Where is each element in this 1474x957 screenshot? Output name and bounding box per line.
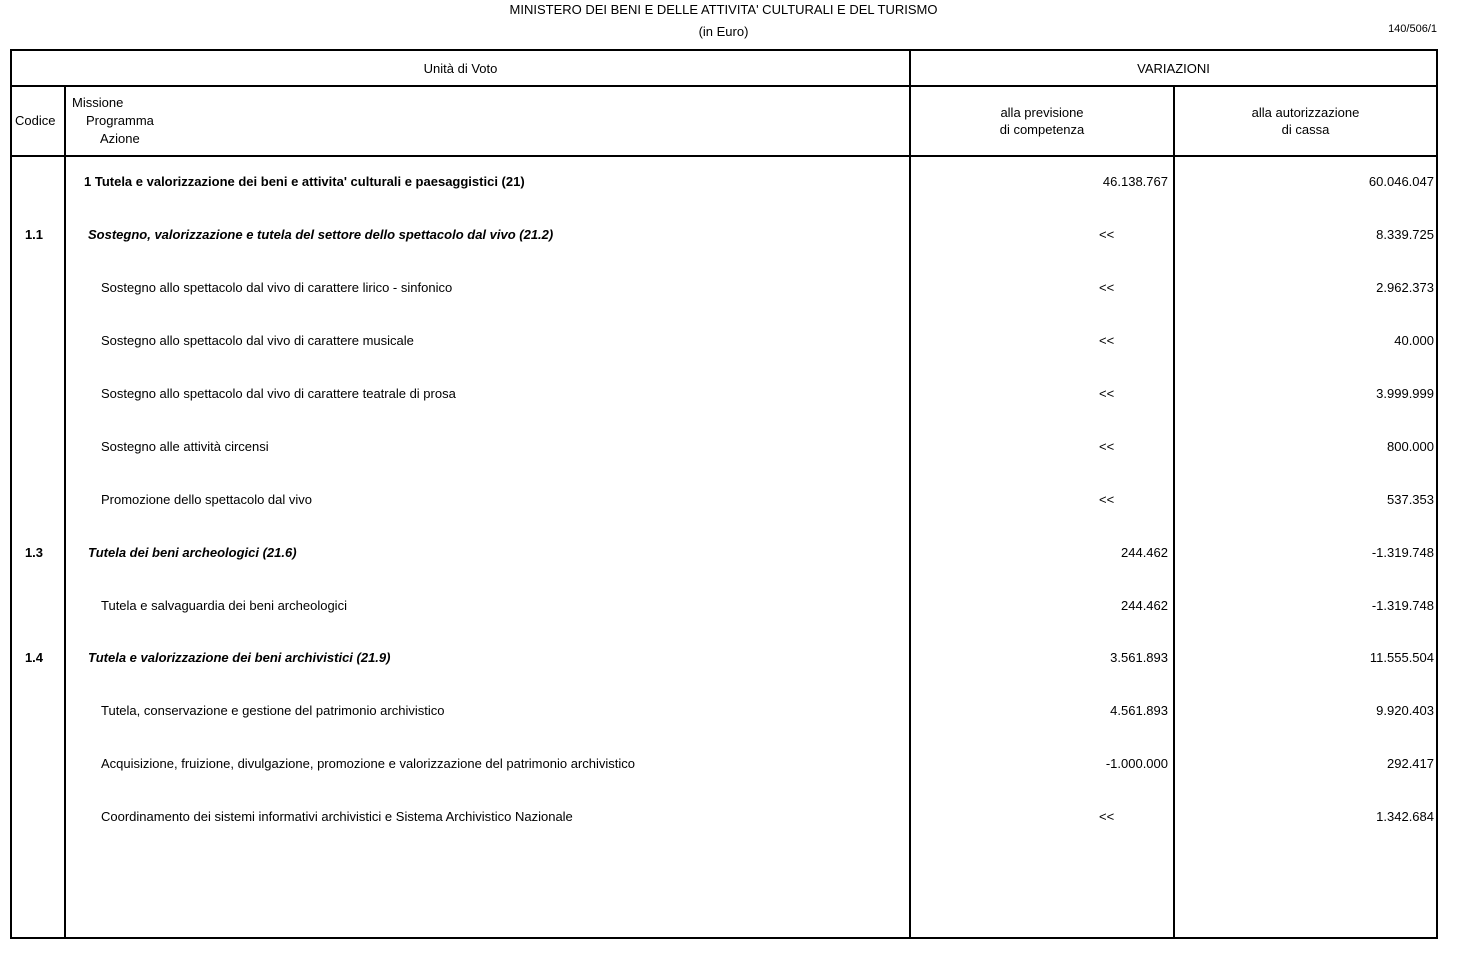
row-competenza: 3.561.893 — [1110, 650, 1168, 665]
table-row — [12, 809, 1440, 829]
previsione-header-line1: alla previsione — [1000, 105, 1084, 120]
row-competenza: << — [1099, 809, 1115, 824]
table-row — [12, 174, 1440, 194]
row-description: Sostegno allo spettacolo dal vivo di carattere teatrale di prosa — [101, 386, 456, 401]
row-competenza: 46.138.767 — [1102, 174, 1168, 189]
row-description: Tutela, conservazione e gestione del patrimonio archivistico — [101, 703, 445, 718]
table-row — [12, 386, 1440, 406]
row-competenza: << — [1099, 492, 1115, 507]
row-cassa: 9.920.403 — [1376, 703, 1434, 718]
table-row — [12, 598, 1440, 618]
header-divider-bottom — [12, 155, 1436, 157]
row-cassa: 3.999.999 — [1376, 386, 1434, 401]
row-cassa: 40.000 — [1394, 333, 1434, 348]
row-description: Sostegno alle attività circensi — [101, 439, 269, 454]
row-description: Tutela dei beni archeologici (21.6) — [88, 545, 297, 560]
table-row — [12, 703, 1440, 723]
row-cassa: 800.000 — [1387, 439, 1434, 454]
table-row — [12, 492, 1440, 512]
table-row — [12, 227, 1440, 247]
table-row — [12, 545, 1440, 565]
row-description: Acquisizione, fruizione, divulgazione, promozione e valorizzazione del patrimonio archivistico — [101, 756, 635, 771]
row-competenza: 244.462 — [1121, 545, 1168, 560]
row-description: Tutela e salvaguardia dei beni archeologici — [101, 598, 347, 613]
row-description: Sostegno allo spettacolo dal vivo di carattere musicale — [101, 333, 414, 348]
row-description: Sostegno allo spettacolo dal vivo di carattere lirico - sinfonico — [101, 280, 453, 295]
variazioni-header: VARIAZIONI — [1137, 61, 1210, 76]
row-competenza: << — [1099, 333, 1115, 348]
row-description: Sostegno, valorizzazione e tutela del settore dello spettacolo dal vivo (21.2) — [88, 227, 554, 242]
row-cassa: -1.319.748 — [1371, 598, 1434, 613]
table-row — [12, 280, 1440, 300]
cassa-header-line2: di cassa — [1281, 122, 1330, 137]
unita-di-voto-header: Unità di Voto — [423, 61, 498, 76]
currency-note: (in Euro) — [698, 24, 749, 39]
row-cassa: 8.339.725 — [1376, 227, 1434, 242]
document-title: MINISTERO DEI BENI E DELLE ATTIVITA' CULTURALI E DEL TURISMO — [509, 2, 938, 17]
row-competenza: << — [1099, 280, 1115, 295]
header-divider-top — [12, 85, 1436, 87]
row-cassa: 292.417 — [1387, 756, 1434, 771]
page-reference: 140/506/1 — [1388, 23, 1437, 35]
programma-header: Programma — [86, 113, 154, 128]
missione-header: Missione — [72, 95, 124, 110]
row-competenza: << — [1099, 439, 1115, 454]
row-competenza: 244.462 — [1121, 598, 1168, 613]
table-row — [12, 650, 1440, 670]
table-row — [12, 439, 1440, 459]
row-competenza: 4.561.893 — [1110, 703, 1168, 718]
cassa-header-line1: alla autorizzazione — [1251, 105, 1360, 120]
row-description: 1 Tutela e valorizzazione dei beni e attivita' culturali e paesaggistici (21) — [84, 174, 525, 189]
row-cassa: 537.353 — [1387, 492, 1434, 507]
row-description: Tutela e valorizzazione dei beni archivistici (21.9) — [88, 650, 391, 665]
previsione-header-line2: di competenza — [999, 122, 1085, 137]
azione-header: Azione — [100, 131, 140, 146]
row-code: 1.4 — [24, 650, 44, 665]
table-row — [12, 333, 1440, 353]
row-competenza: << — [1099, 227, 1115, 242]
row-competenza: -1.000.000 — [1105, 756, 1168, 771]
row-description: Coordinamento dei sistemi informativi archivistici e Sistema Archivistico Nazionale — [101, 809, 573, 824]
table-row — [12, 756, 1440, 776]
row-cassa: 60.046.047 — [1368, 174, 1434, 189]
row-cassa: 11.555.504 — [1369, 650, 1434, 665]
row-cassa: 1.342.684 — [1376, 809, 1434, 824]
codice-header: Codice — [15, 113, 56, 128]
budget-table — [10, 49, 1438, 939]
row-code: 1.1 — [24, 227, 44, 242]
row-code: 1.3 — [24, 545, 44, 560]
row-cassa: 2.962.373 — [1376, 280, 1434, 295]
row-competenza: << — [1099, 386, 1115, 401]
row-description: Promozione dello spettacolo dal vivo — [101, 492, 313, 507]
row-cassa: -1.319.748 — [1371, 545, 1434, 560]
